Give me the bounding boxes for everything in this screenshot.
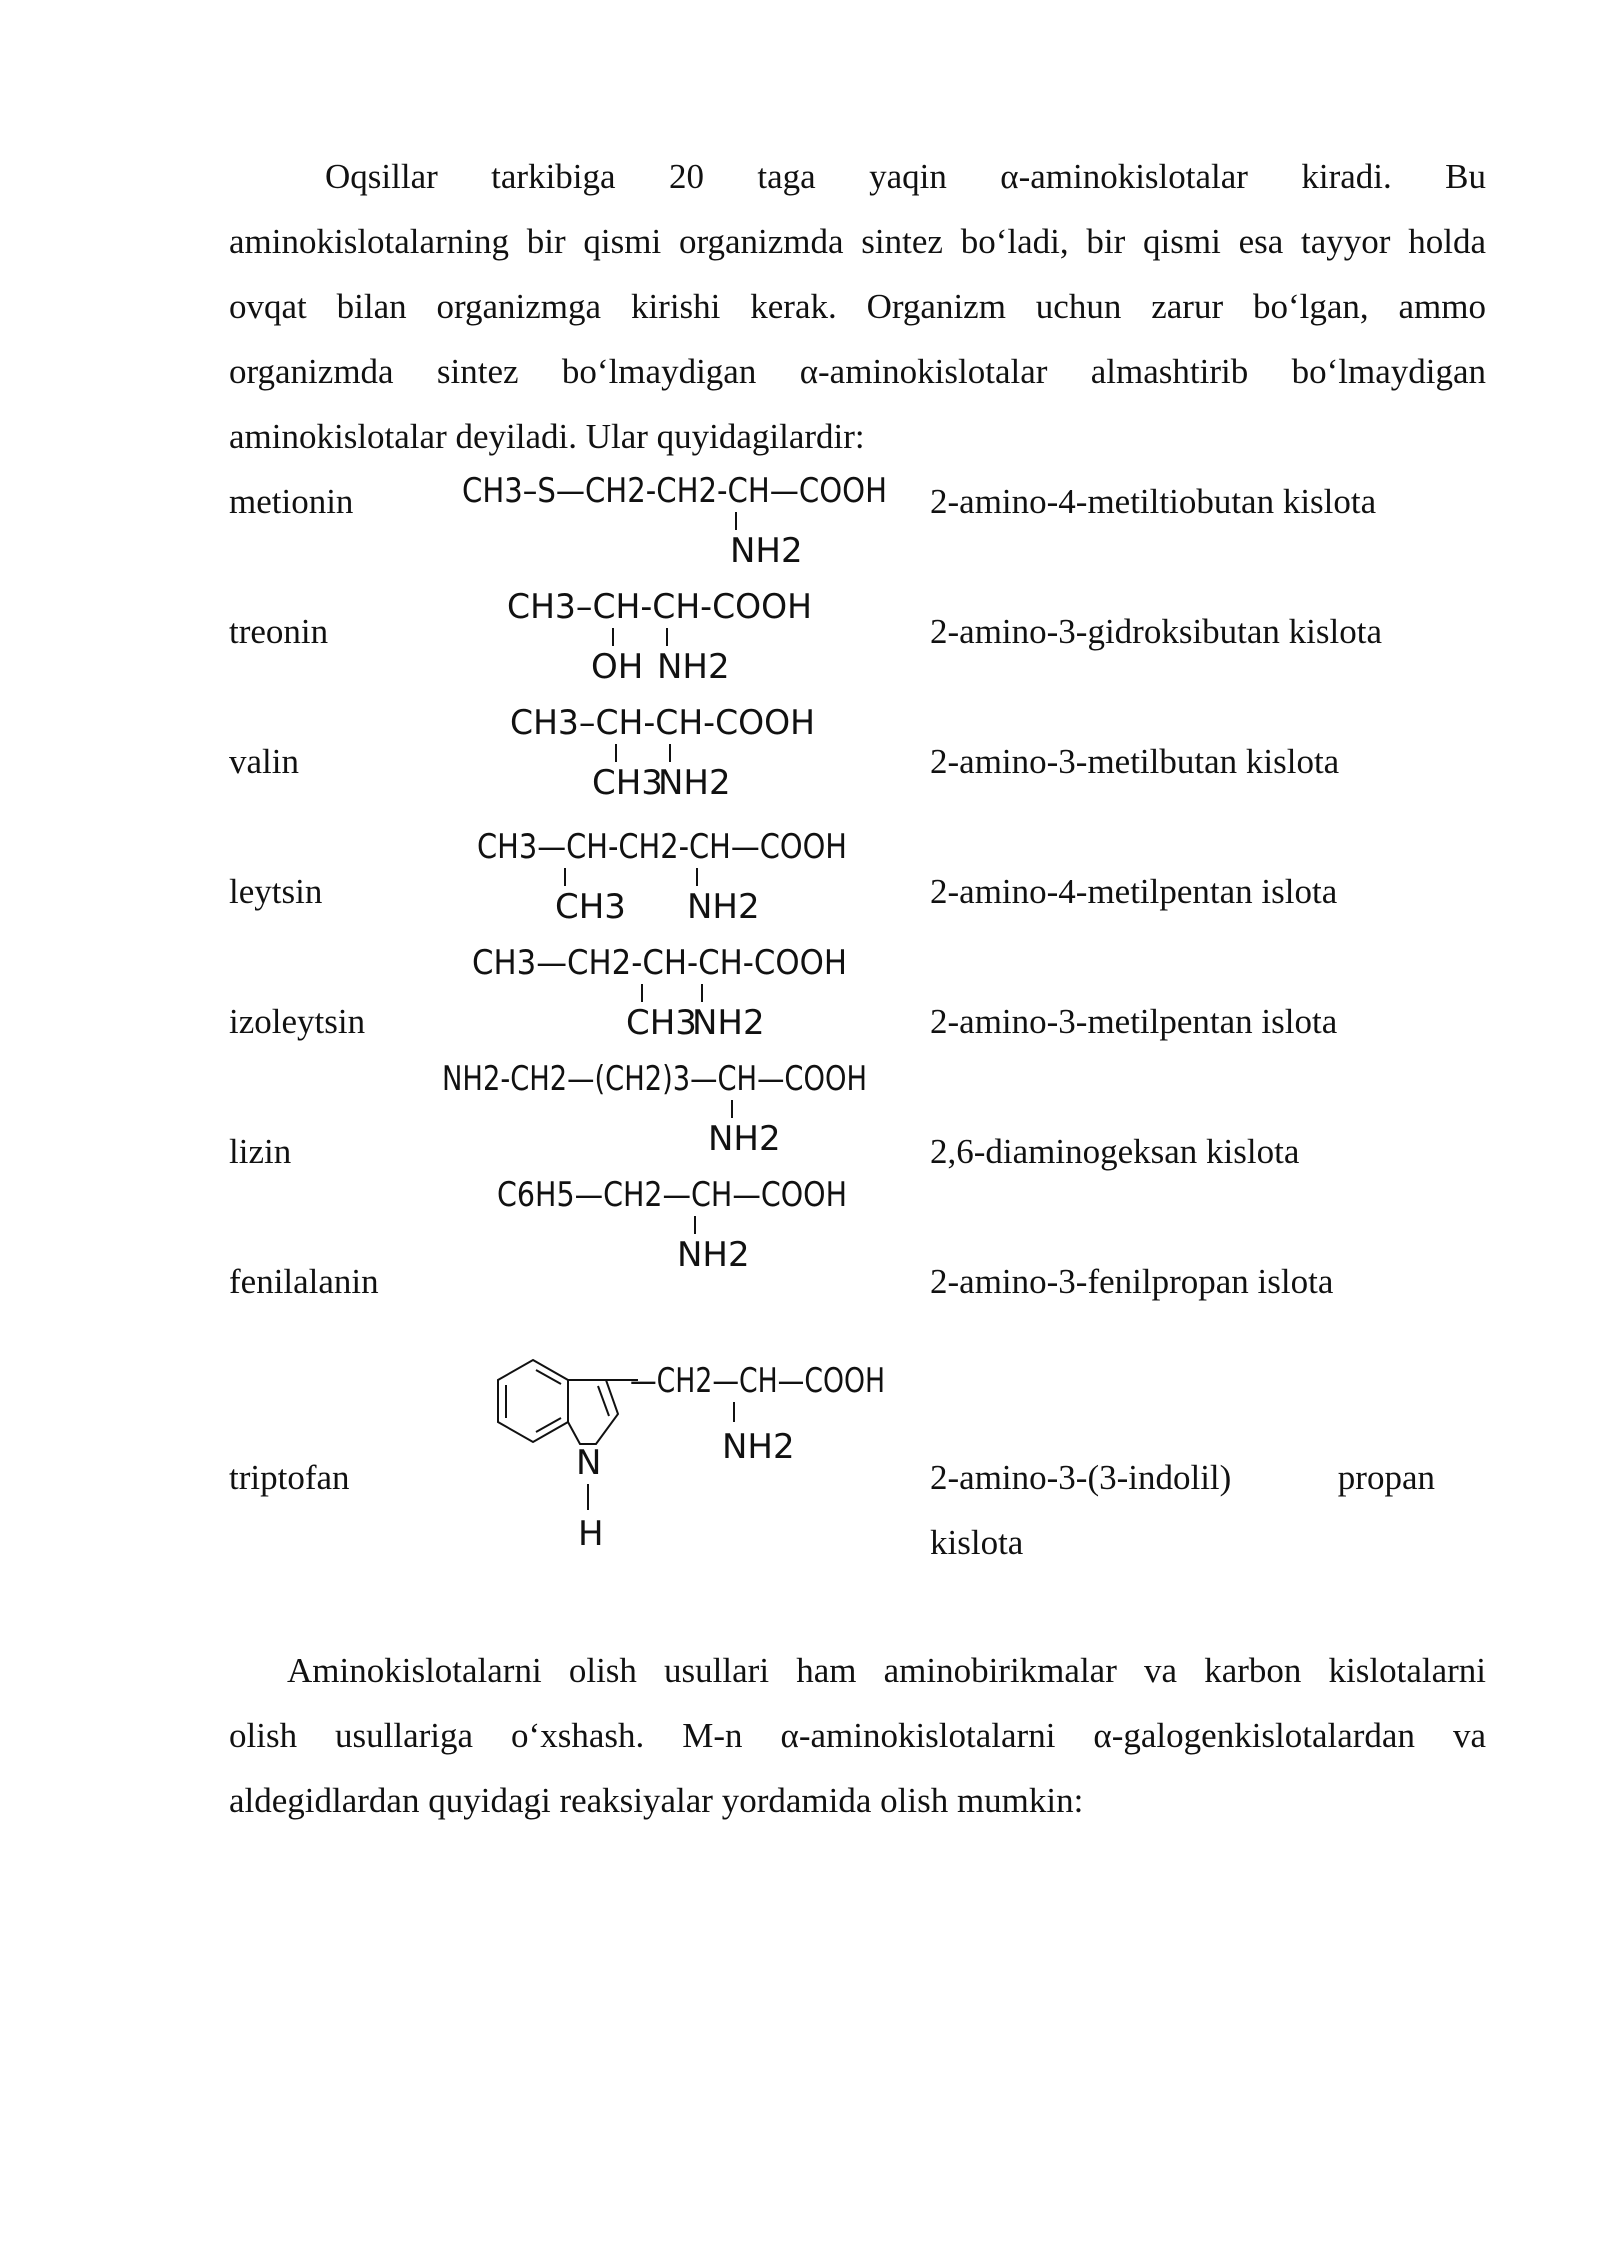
formula-leytsin xyxy=(475,826,875,936)
intro-line-1: Oqsillar tarkibiga 20 taga yaqin α-aminokislotalar kiradi. Bu xyxy=(325,157,1486,196)
iupac-valin: 2-amino-3-metilbutan kislota xyxy=(930,742,1340,781)
formula-lizin xyxy=(440,1058,880,1168)
benzene-ring-icon xyxy=(498,1360,568,1442)
amino-acid-name-izoleytsin: izoleytsin xyxy=(229,1002,366,1041)
amino-acid-name-valin: valin xyxy=(229,742,299,781)
benzene-double-bond-2 xyxy=(536,1370,561,1384)
intro-line-2: aminokislotalarning bir qismi organizmda sintez bo‘ladi, bir qismi esa tayyor holda xyxy=(229,222,1486,261)
amino-acid-name-leytsin: leytsin xyxy=(229,872,323,911)
intro-paragraph xyxy=(229,144,1486,469)
iupac-triptofan-row-1 xyxy=(930,1445,1435,1510)
iupac-lizin: 2,6-diaminogeksan kislota xyxy=(930,1132,1300,1171)
iupac-izoleytsin: 2-amino-3-metilpentan islota xyxy=(930,1002,1338,1041)
formula-sub2-leytsin: NH2 xyxy=(687,887,760,927)
amino-acid-name-lizin: lizin xyxy=(229,1132,292,1171)
formula-main-fenilalanin: C6H5—CH2—CH—COOH xyxy=(497,1175,847,1215)
outro-line-3: aldegidlardan quyidagi reaksiyalar yordamida olish mumkin: xyxy=(229,1781,1084,1820)
amino-acid-name-fenilalanin: fenilalanin xyxy=(229,1262,379,1301)
outro-line-1: Aminokislotalarni olish usullari ham aminobirikmalar va karbon kislotalarni xyxy=(287,1651,1486,1690)
formula-main-lizin: NH2-CH2—(CH2)3—CH—COOH xyxy=(442,1059,867,1099)
formula-metionin xyxy=(460,470,900,580)
formula-main-metionin: CH3–S—CH2-CH2-CH—COOH xyxy=(462,471,887,511)
formula-sub2-izoleytsin: NH2 xyxy=(692,1003,765,1043)
intro-line-4: organizmda sintez bo‘lmaydigan α-aminokislotalar almashtirib bo‘lmaydigan xyxy=(229,352,1486,391)
intro-line-5: aminokislotalar deyiladi. Ular quyidagilardir: xyxy=(229,417,865,456)
ring-h-label: H xyxy=(578,1514,604,1554)
formula-main-triptofan: —CH2—CH—COOH xyxy=(630,1361,885,1401)
benzene-double-bond-3 xyxy=(536,1418,561,1432)
iupac-leytsin: 2-amino-4-metilpentan islota xyxy=(930,872,1338,911)
iupac-triptofan xyxy=(930,1445,1435,1575)
intro-line-3: ovqat bilan organizmga kirishi kerak. Organizm uchun zarur bo‘lgan, ammo xyxy=(229,287,1486,326)
pyrrole-ring-icon xyxy=(568,1380,618,1444)
amino-acid-name-treonin: treonin xyxy=(229,612,329,651)
formula-sub-fenilalanin: NH2 xyxy=(677,1235,750,1275)
iupac-triptofan-part-1: 2-amino-3-(3-indolil) xyxy=(930,1458,1232,1497)
ring-n-label: N xyxy=(576,1443,602,1483)
formula-fenilalanin xyxy=(495,1174,855,1284)
formula-izoleytsin xyxy=(470,942,870,1052)
formula-sub1-leytsin: CH3 xyxy=(555,887,626,927)
formula-main-leytsin: CH3—CH-CH2-CH—COOH xyxy=(477,827,847,867)
formula-sub-triptofan: NH2 xyxy=(722,1427,795,1467)
formula-sub-metionin: NH2 xyxy=(730,531,803,571)
formula-sub2-treonin: NH2 xyxy=(657,647,730,687)
formula-main-valin: CH3–CH-CH-COOH xyxy=(510,703,815,743)
iupac-triptofan-part-3: kislota xyxy=(930,1523,1024,1562)
formula-triptofan xyxy=(478,1350,898,1560)
formula-sub2-valin: NH2 xyxy=(658,763,731,803)
amino-acid-name-triptofan: triptofan xyxy=(229,1458,350,1497)
amino-acid-name-metionin: metionin xyxy=(229,482,354,521)
formula-main-treonin: CH3–CH-CH-COOH xyxy=(507,587,812,627)
formula-sub1-treonin: OH xyxy=(591,647,644,687)
pyrrole-double-bond xyxy=(598,1386,609,1416)
formula-treonin xyxy=(505,586,835,696)
formula-valin xyxy=(508,702,838,812)
formula-sub-lizin: NH2 xyxy=(708,1119,781,1159)
formula-main-izoleytsin: CH3—CH2-CH-CH-COOH xyxy=(472,943,847,983)
outro-paragraph xyxy=(229,1638,1486,1833)
formula-sub1-izoleytsin: CH3 xyxy=(626,1003,697,1043)
formula-sub1-valin: CH3 xyxy=(592,763,663,803)
iupac-treonin: 2-amino-3-gidroksibutan kislota xyxy=(930,612,1383,651)
iupac-fenilalanin: 2-amino-3-fenilpropan islota xyxy=(930,1262,1334,1301)
iupac-metionin: 2-amino-4-metiltiobutan kislota xyxy=(930,482,1377,521)
iupac-triptofan-part-2: propan xyxy=(1337,1458,1435,1497)
outro-line-2: olish usullariga o‘xshash. M-n α-aminokislotalarni α-galogenkislotalardan va xyxy=(229,1716,1486,1755)
